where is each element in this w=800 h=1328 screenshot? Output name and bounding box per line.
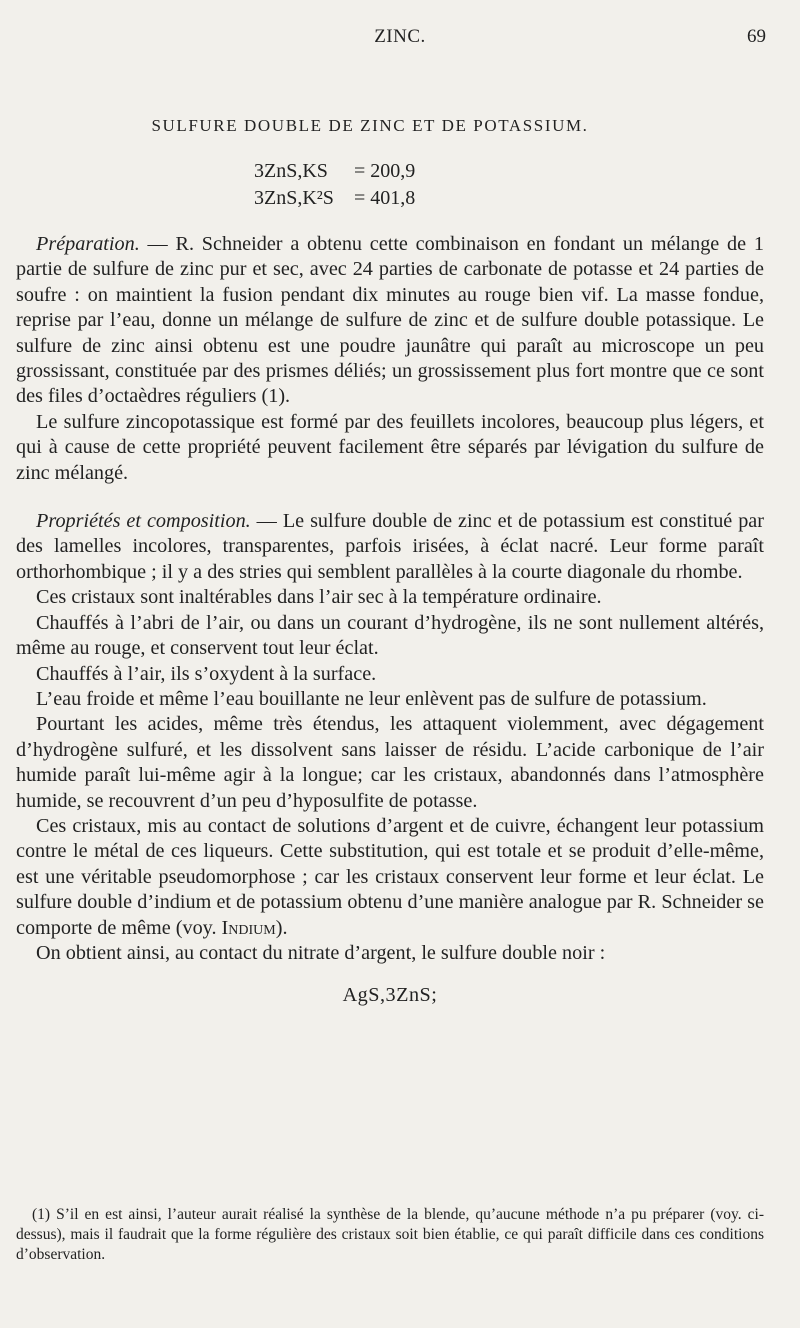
paragraph: On obtient ainsi, au contact du nitrate d’argent, le sulfure double noir : xyxy=(36,941,606,964)
paragraph: Ces cristaux sont inaltérables dans l’air sec à la température ordinaire. xyxy=(36,586,602,609)
formula-left: 3ZnS,KS xyxy=(254,160,328,182)
running-title: ZINC. xyxy=(374,26,426,47)
paragraph-preparation xyxy=(16,232,764,410)
formula-left: 3ZnS,K²S xyxy=(254,187,334,209)
page-number: 69 xyxy=(747,26,766,47)
cross-reference: Indium xyxy=(221,916,276,939)
running-header xyxy=(0,26,800,56)
paragraph-heading: Propriétés et composition. xyxy=(36,510,251,533)
paragraph: L’eau froide et même l’eau bouillante ne leur enlèvent pas de sulfure de potassium. xyxy=(36,687,707,710)
paragraph xyxy=(16,814,764,941)
paragraph: Chauffés à l’air, ils s’oxydent à la surface. xyxy=(36,662,377,685)
formula-block xyxy=(254,158,415,212)
paragraph-text: Ces cristaux, mis au contact de solutions d’argent et de cuivre, échangent leur potassium contre le métal de ces liqueurs. Cette substitution, qui est totale et se produit d’elle-même, est une véritable pseudomorphose ; car les cristaux conservent leur forme et leur éclat. Le sulfure double d’indium et de potassium obtenu d’une manière analogue par R. Schneider se comporte de même (voy. xyxy=(16,814,764,939)
footnote-text: (1) S’il en est ainsi, l’auteur aurait réalisé la synthèse de la blende, qu’aucune méthode n’a pu préparer (voy. ci-dessus), mais il faudrait que la forme régulière des cristaux soit bien établie, ce qui paraît difficile dans ces conditions d’observation. xyxy=(16,1206,764,1263)
paragraph: Pourtant les acides, même très étendus, les attaquent violemment, avec dégagement d’hydrogène sulfuré, et les dissolvent sans laisser de résidu. L’acide carbonique de l’air humide paraît lui-même agir à la longue; car les cristaux, abandonnés dans l’atmosphère humide, se recouvrent d’un peu d’hyposulfite de potasse. xyxy=(16,713,764,812)
paragraph-text: — Le sulfure double de zinc et de potassium est constitué par des lamelles incolores, transparentes, parfois irisées, à éclat nacré. Leur forme paraît orthorhombique ; il y a des stries qui semblent parallèles à la courte diagonale du rhombe. xyxy=(16,510,764,583)
formula-agS: AgS,3ZnS; xyxy=(342,984,438,1007)
paragraph: Chauffés à l’abri de l’air, ou dans un courant d’hydrogène, ils ne sont nullement altérés, même au rouge, et conservent tout leur éclat. xyxy=(16,611,764,660)
formula-line xyxy=(254,158,415,185)
formula-right: = 401,8 xyxy=(354,187,416,209)
formula-right: = 200,9 xyxy=(354,160,416,182)
formula-line xyxy=(254,185,415,212)
paragraph-text-end: ). xyxy=(275,916,288,939)
paragraph: Le sulfure zincopotassique est formé par des feuillets incolores, beaucoup plus légers, et qui à cause de cette propriété peuvent facilement être séparés par lévigation du sulfure de zinc mélangé. xyxy=(16,410,764,484)
paragraph-properties xyxy=(16,509,764,585)
paragraph-heading: Préparation. xyxy=(36,233,140,255)
paragraph-text: — R. Schneider a obtenu cette combinaison en fondant un mélange de 1 partie de sulfure de zinc pur et sec, avec 24 parties de carbonate de potasse et 24 parties de soufre : on maintient la fusion pendant dix minutes au rouge bien vif. La masse fondue, reprise par l’eau, donne un mélange de sulfure de zinc et de sulfure double potassique. Le sulfure de zinc ainsi obtenu est une poudre jaunâtre qui paraît au microscope un peu grossissant, constituée par des prismes déliés; un grossissement plus fort montre que ce sont des files d’octaèdres réguliers (1). xyxy=(16,233,764,408)
section-title: SULFURE DOUBLE DE ZINC ET DE POTASSIUM. xyxy=(151,116,589,135)
footnote xyxy=(16,1205,764,1265)
body-text xyxy=(16,232,764,1009)
